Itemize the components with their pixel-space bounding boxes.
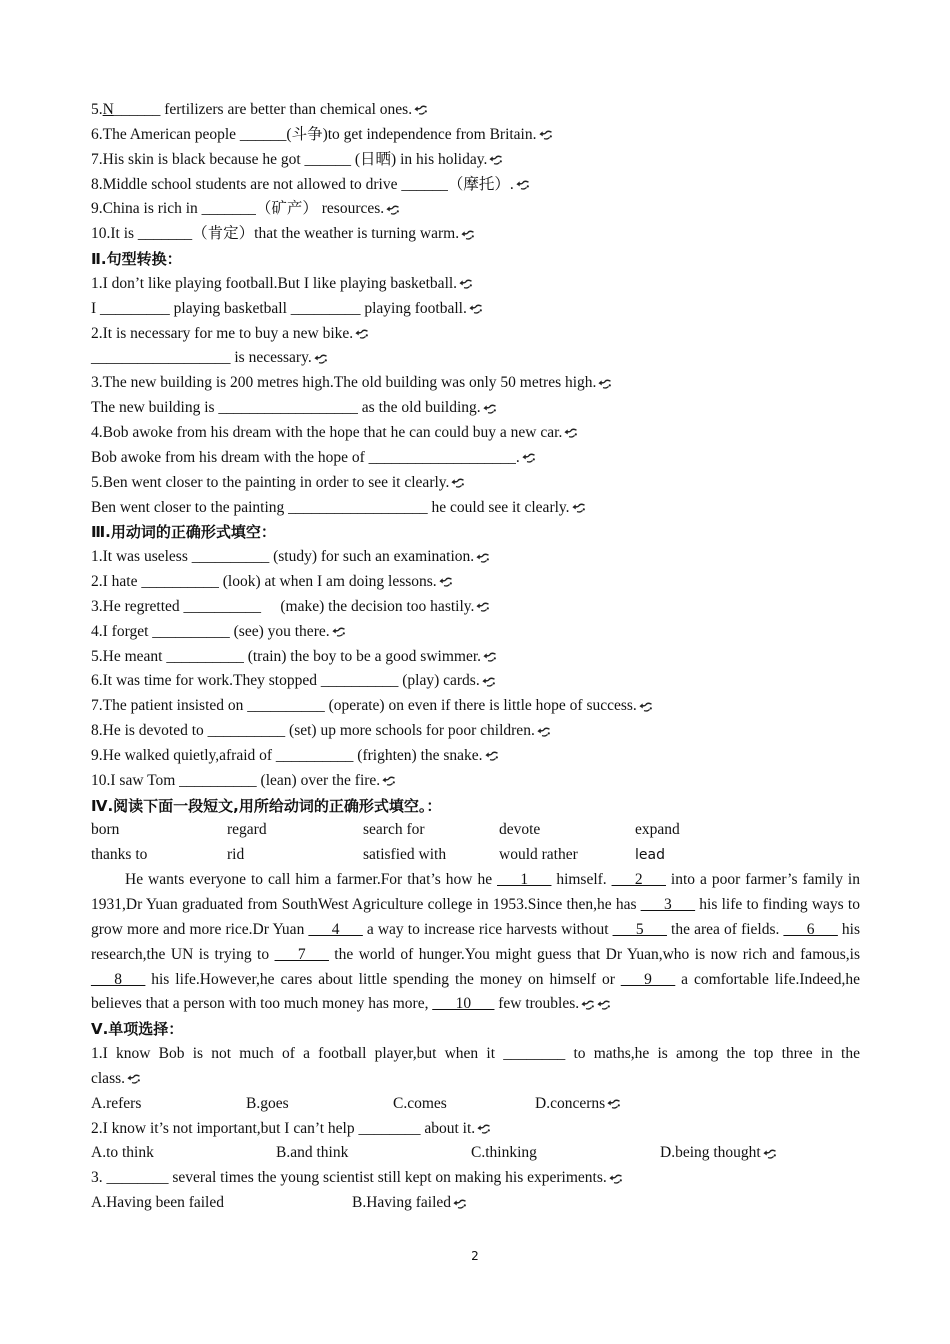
word-bank-item: regard (227, 821, 267, 839)
question-text: 4.I forget __________ (see) you there. (91, 622, 330, 640)
word-bank-row (91, 843, 860, 868)
question-text: 6.The American people ______(斗争)to get independence from Britain. (91, 125, 537, 143)
option-c[interactable]: C.comes (393, 1094, 447, 1112)
passage-text: a comfortable life.Indeed,he believes that a person with too much money has more, (91, 970, 860, 1013)
question-text: The new building is __________________ as the old building. (91, 399, 481, 417)
return-arrow-icon (458, 279, 473, 289)
question-line (91, 545, 860, 570)
question-line (91, 471, 860, 496)
option-a[interactable]: A.to think (91, 1144, 154, 1162)
return-arrow-icon (313, 354, 328, 364)
question-line (91, 123, 860, 148)
word-bank-item: rid (227, 846, 245, 864)
question-line (91, 421, 860, 446)
return-arrow-icon (438, 577, 453, 587)
return-arrow-icon (563, 428, 578, 438)
blank-number: ___8___ (91, 970, 146, 988)
option-a[interactable]: A.refers (91, 1094, 142, 1112)
question-text: I _________ playing basketball _________ playing football. (91, 299, 467, 317)
blank-number: ___6___ (783, 920, 838, 938)
return-arrow-icon (468, 304, 483, 314)
blank-number: ___5___ (612, 920, 667, 938)
question-text: ______ fertilizers are better than chemical ones. (113, 101, 413, 118)
passage-text: He wants everyone to call him a farmer.For that’s how he (125, 871, 498, 889)
question-line (91, 496, 860, 521)
question-line (91, 719, 860, 744)
question-text: 9.China is rich in _______（矿产） resources. (91, 200, 385, 218)
question-line (91, 197, 860, 222)
question-text: Ben went closer to the painting __________________ he could see it clearly. (91, 498, 570, 516)
return-arrow-icon (475, 553, 490, 563)
question-line (91, 1067, 860, 1092)
passage-text: his life.However,he cares about little spending the money on himself or (145, 970, 621, 988)
word-bank-item: search for (363, 821, 425, 839)
return-arrow-icon (762, 1149, 777, 1159)
word-bank-item: devote (499, 821, 541, 839)
question-line (91, 744, 860, 769)
return-arrow-icon (521, 453, 536, 463)
question-text: 3.He regretted __________ (make) the decision too hastily. (91, 597, 475, 615)
word-bank-item: thanks to (91, 846, 148, 864)
question-text: Bob awoke from his dream with the hope of ___________________. (91, 448, 520, 466)
question-text: __________________ is necessary. (91, 349, 312, 367)
return-arrow-icon (476, 1124, 491, 1134)
question-text: 9.He walked quietly,afraid of __________ (frighten) the snake. (91, 746, 483, 764)
question-line (91, 272, 860, 297)
option-d[interactable] (535, 1092, 621, 1117)
return-arrow-icon (488, 155, 503, 165)
return-arrow-icon (475, 602, 490, 612)
passage-text: a way to increase rice harvests without (362, 920, 613, 938)
return-arrow-icon (597, 379, 612, 389)
question-line (91, 620, 860, 645)
section-heading: Ⅳ.阅读下面一段短文,用所给动词的正确形式填空。： (91, 796, 442, 815)
question-line (91, 645, 860, 670)
section-heading: Ⅴ.单项选择： (91, 1020, 184, 1039)
question-text: 2.I know it’s not important,but I can’t help ________ about it. (91, 1119, 476, 1137)
option-b[interactable]: B.goes (246, 1094, 289, 1112)
passage-text: his research,the UN is trying to (91, 920, 860, 963)
option-d[interactable] (660, 1141, 777, 1166)
return-arrow-icon (354, 329, 369, 339)
question-text: 10.It is _______（肯定）that the weather is turning warm. (91, 225, 460, 243)
passage-text: few troubles. (494, 995, 580, 1013)
option-b[interactable]: B.and think (276, 1144, 349, 1162)
question-line (91, 570, 860, 595)
question-line (91, 1117, 860, 1142)
section-heading: Ⅱ.句型转换： (91, 250, 182, 269)
question-text: 5.He meant __________ (train) the boy to be a good swimmer. (91, 647, 482, 665)
return-arrow-icon (450, 478, 465, 488)
return-arrow-icon (515, 180, 530, 190)
question-line (91, 371, 860, 396)
return-arrow-icon (538, 130, 553, 140)
question-text: 7.His skin is black because he got ______ (日晒) in his holiday. (91, 150, 488, 168)
return-arrow-icon (484, 751, 499, 761)
question-text: 4.Bob awoke from his dream with the hope that he can could buy a new car. (91, 423, 563, 441)
question-text: 3. ________ several times the young scientist still kept on making his experiments. (91, 1169, 607, 1187)
question-text: 7.The patient insisted on __________ (operate) on even if there is little hope of success. (91, 697, 637, 715)
hint-letter: N (102, 101, 114, 118)
return-arrow-icon (331, 627, 346, 637)
blank-number: ___1___ (497, 871, 552, 889)
passage-text: the area of fields. (666, 920, 784, 938)
document-page (91, 98, 860, 1216)
question-line (91, 297, 860, 322)
word-bank-item: would rather (499, 846, 578, 864)
question-line (91, 322, 860, 347)
question-text: 1.I know Bob is not much of a football player,but when it ________ to maths,he is among the top three in the (91, 1045, 860, 1063)
blank-number: ___2___ (611, 871, 666, 889)
passage-text: his life to finding ways to grow more and more rice.Dr Yuan (91, 896, 860, 938)
blank-number: ___4___ (308, 920, 363, 938)
word-bank-item: satisfied with (363, 846, 447, 864)
option-c[interactable]: C.thinking (471, 1144, 537, 1162)
question-text: 1.It was useless __________ (study) for such an examination. (91, 548, 475, 566)
question-line (91, 98, 860, 123)
question-line (91, 148, 860, 173)
passage-text: into a poor farmer’s family in 1931,Dr Yuan graduated from SouthWest Agriculture college in 1953.Since then,he has (91, 871, 860, 913)
question-line (91, 446, 860, 471)
question-text: 8.Middle school students are not allowed to drive ______（摩托）. (91, 175, 514, 193)
question-line (91, 173, 860, 198)
question-line (91, 222, 860, 247)
option-b[interactable] (352, 1191, 467, 1216)
blank-number: ___7___ (274, 945, 329, 963)
question-text: 6.It was time for work.They stopped __________ (play) cards. (91, 672, 480, 690)
answer-options (91, 1191, 860, 1216)
return-arrow-icon (482, 404, 497, 414)
option-d-label: D.being thought (660, 1144, 761, 1162)
reading-passage (91, 868, 860, 1017)
return-arrow-icon (452, 1199, 467, 1209)
return-arrow-icon (638, 702, 653, 712)
blank-number: ___3___ (640, 896, 696, 913)
page-number: 2 (471, 1249, 479, 1263)
answer-options (91, 1141, 860, 1166)
return-arrow-icon (580, 1000, 595, 1010)
blank-number: ___9___ (620, 970, 676, 988)
passage-text: the world of hunger.You might guess that Dr Yuan,who is now rich and famous,is (328, 945, 860, 963)
answer-options (91, 1092, 860, 1117)
question-line (91, 669, 860, 694)
question-line (91, 1042, 860, 1067)
question-line (91, 595, 860, 620)
question-text: 2.It is necessary for me to buy a new bike. (91, 324, 354, 342)
word-bank-item: born (91, 821, 120, 839)
return-arrow-icon (536, 727, 551, 737)
return-arrow-icon (381, 776, 396, 786)
question-text: 2.I hate __________ (look) at when I am doing lessons. (91, 573, 437, 591)
question-text: 1.I don’t like playing football.But I like playing basketball. (91, 274, 458, 292)
return-arrow-icon (482, 652, 497, 662)
question-prefix: 5. (91, 101, 103, 118)
question-text: 5.Ben went closer to the painting in order to see it clearly. (91, 473, 450, 491)
return-arrow-icon (606, 1099, 621, 1109)
passage-text: himself. (551, 871, 612, 889)
return-arrow-icon (571, 503, 586, 513)
question-line (91, 769, 860, 794)
word-bank-item: expand (635, 821, 680, 839)
question-text: 3.The new building is 200 metres high.The old building was only 50 metres high. (91, 374, 597, 392)
return-arrow-icon (460, 230, 475, 240)
question-line (91, 1166, 860, 1191)
return-arrow-icon (413, 105, 428, 115)
word-bank-item: lead (635, 847, 665, 864)
question-line (91, 396, 860, 421)
option-a[interactable]: A.Having been failed (91, 1194, 224, 1212)
option-b-label: B.Having failed (352, 1194, 452, 1212)
question-line (91, 346, 860, 371)
return-arrow-icon (126, 1074, 141, 1084)
question-text: 10.I saw Tom __________ (lean) over the fire. (91, 771, 381, 789)
return-arrow-icon (608, 1174, 623, 1184)
section-heading: Ⅲ.用动词的正确形式填空： (91, 523, 276, 542)
question-text: 8.He is devoted to __________ (set) up more schools for poor children. (91, 722, 535, 740)
return-arrow-icon (385, 205, 400, 215)
question-text: class. (91, 1069, 126, 1087)
return-arrow-icon (481, 677, 496, 687)
option-d-label: D.concerns (535, 1094, 606, 1112)
word-bank-row (91, 818, 860, 843)
blank-number: ___10___ (432, 995, 495, 1013)
question-line (91, 694, 860, 719)
return-arrow-icon (596, 1000, 611, 1010)
